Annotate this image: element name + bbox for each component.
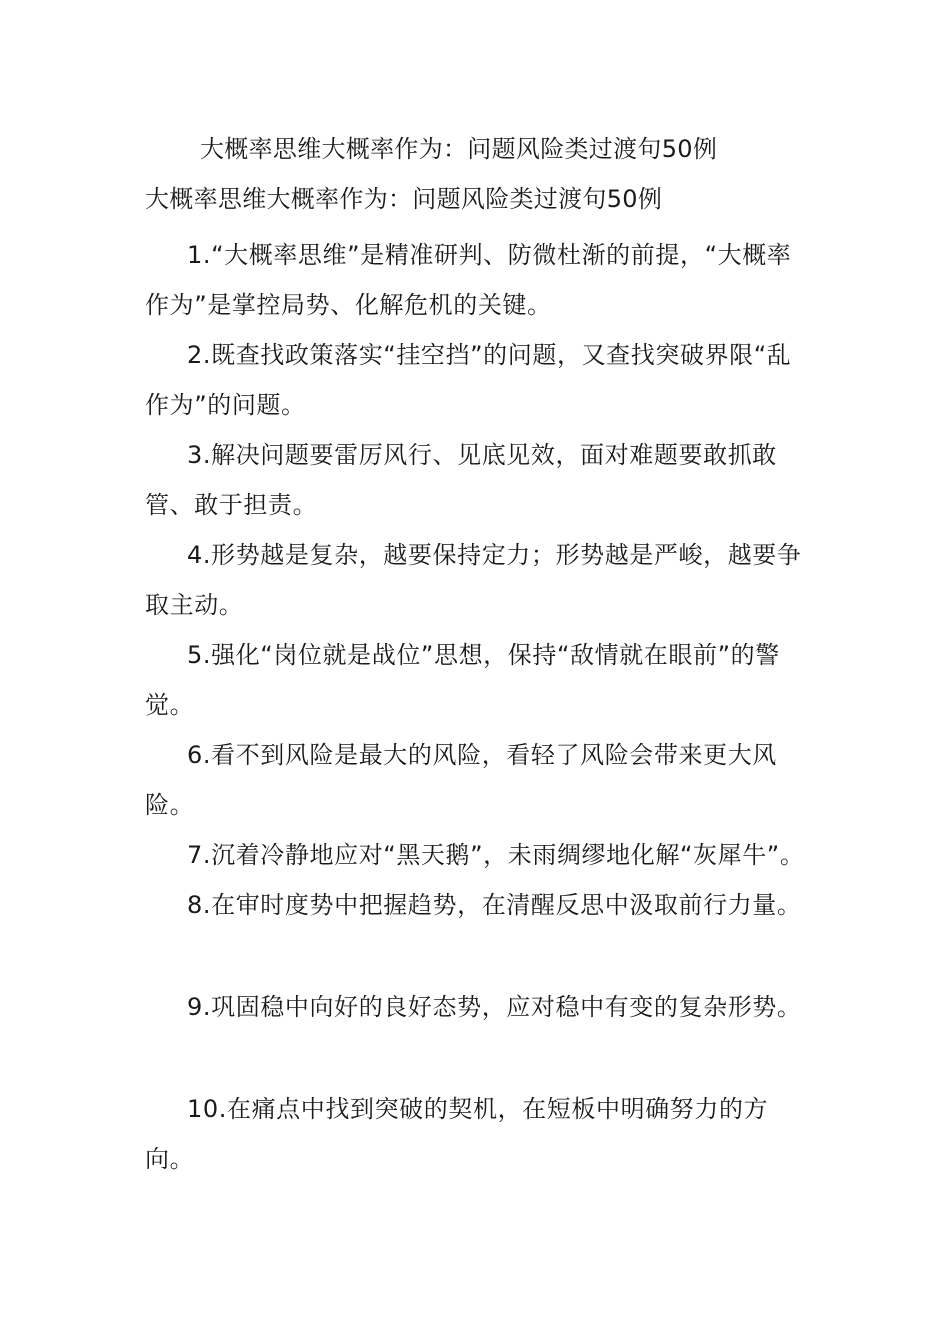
list-item: 8.在审时度势中把握趋势，在清醒反思中汲取前行力量。 <box>187 891 802 919</box>
list-item: 1.“大概率思维”是精准研判、防微杜渐的前提，“大概率作为”是掌控局势、化解危机的关键。 <box>145 241 792 319</box>
list-item: 10.在痛点中找到突破的契机，在短板中明确努力的方向。 <box>145 1095 769 1173</box>
list-item: 9.巩固稳中向好的良好态势，应对稳中有变的复杂形势。 <box>187 993 802 1021</box>
list-item: 4.形势越是复杂，越要保持定力；形势越是严峻，越要争取主动。 <box>145 541 802 619</box>
document-body <box>145 230 813 1184</box>
list-item: 3.解决问题要雷厉风行、见底见效，面对难题要敢抓敢管、敢于担责。 <box>145 441 777 519</box>
list-item: 7.沉着冷静地应对“黑天鹅”，未雨绸缪地化解“灰犀牛”。 <box>187 841 805 869</box>
list-item: 5.强化“岗位就是战位”思想，保持“敌情就在眼前”的警觉。 <box>145 641 780 719</box>
list-item: 6.看不到风险是最大的风险，看轻了风险会带来更大风险。 <box>145 741 777 819</box>
document-subtitle: 大概率思维大概率作为：问题风险类过渡句50例 <box>145 185 663 213</box>
document-title: 大概率思维大概率作为：问题风险类过渡句50例 <box>200 135 718 163</box>
list-item: 2.既查找政策落实“挂空挡”的问题，又查找突破界限“乱作为”的问题。 <box>145 341 792 419</box>
